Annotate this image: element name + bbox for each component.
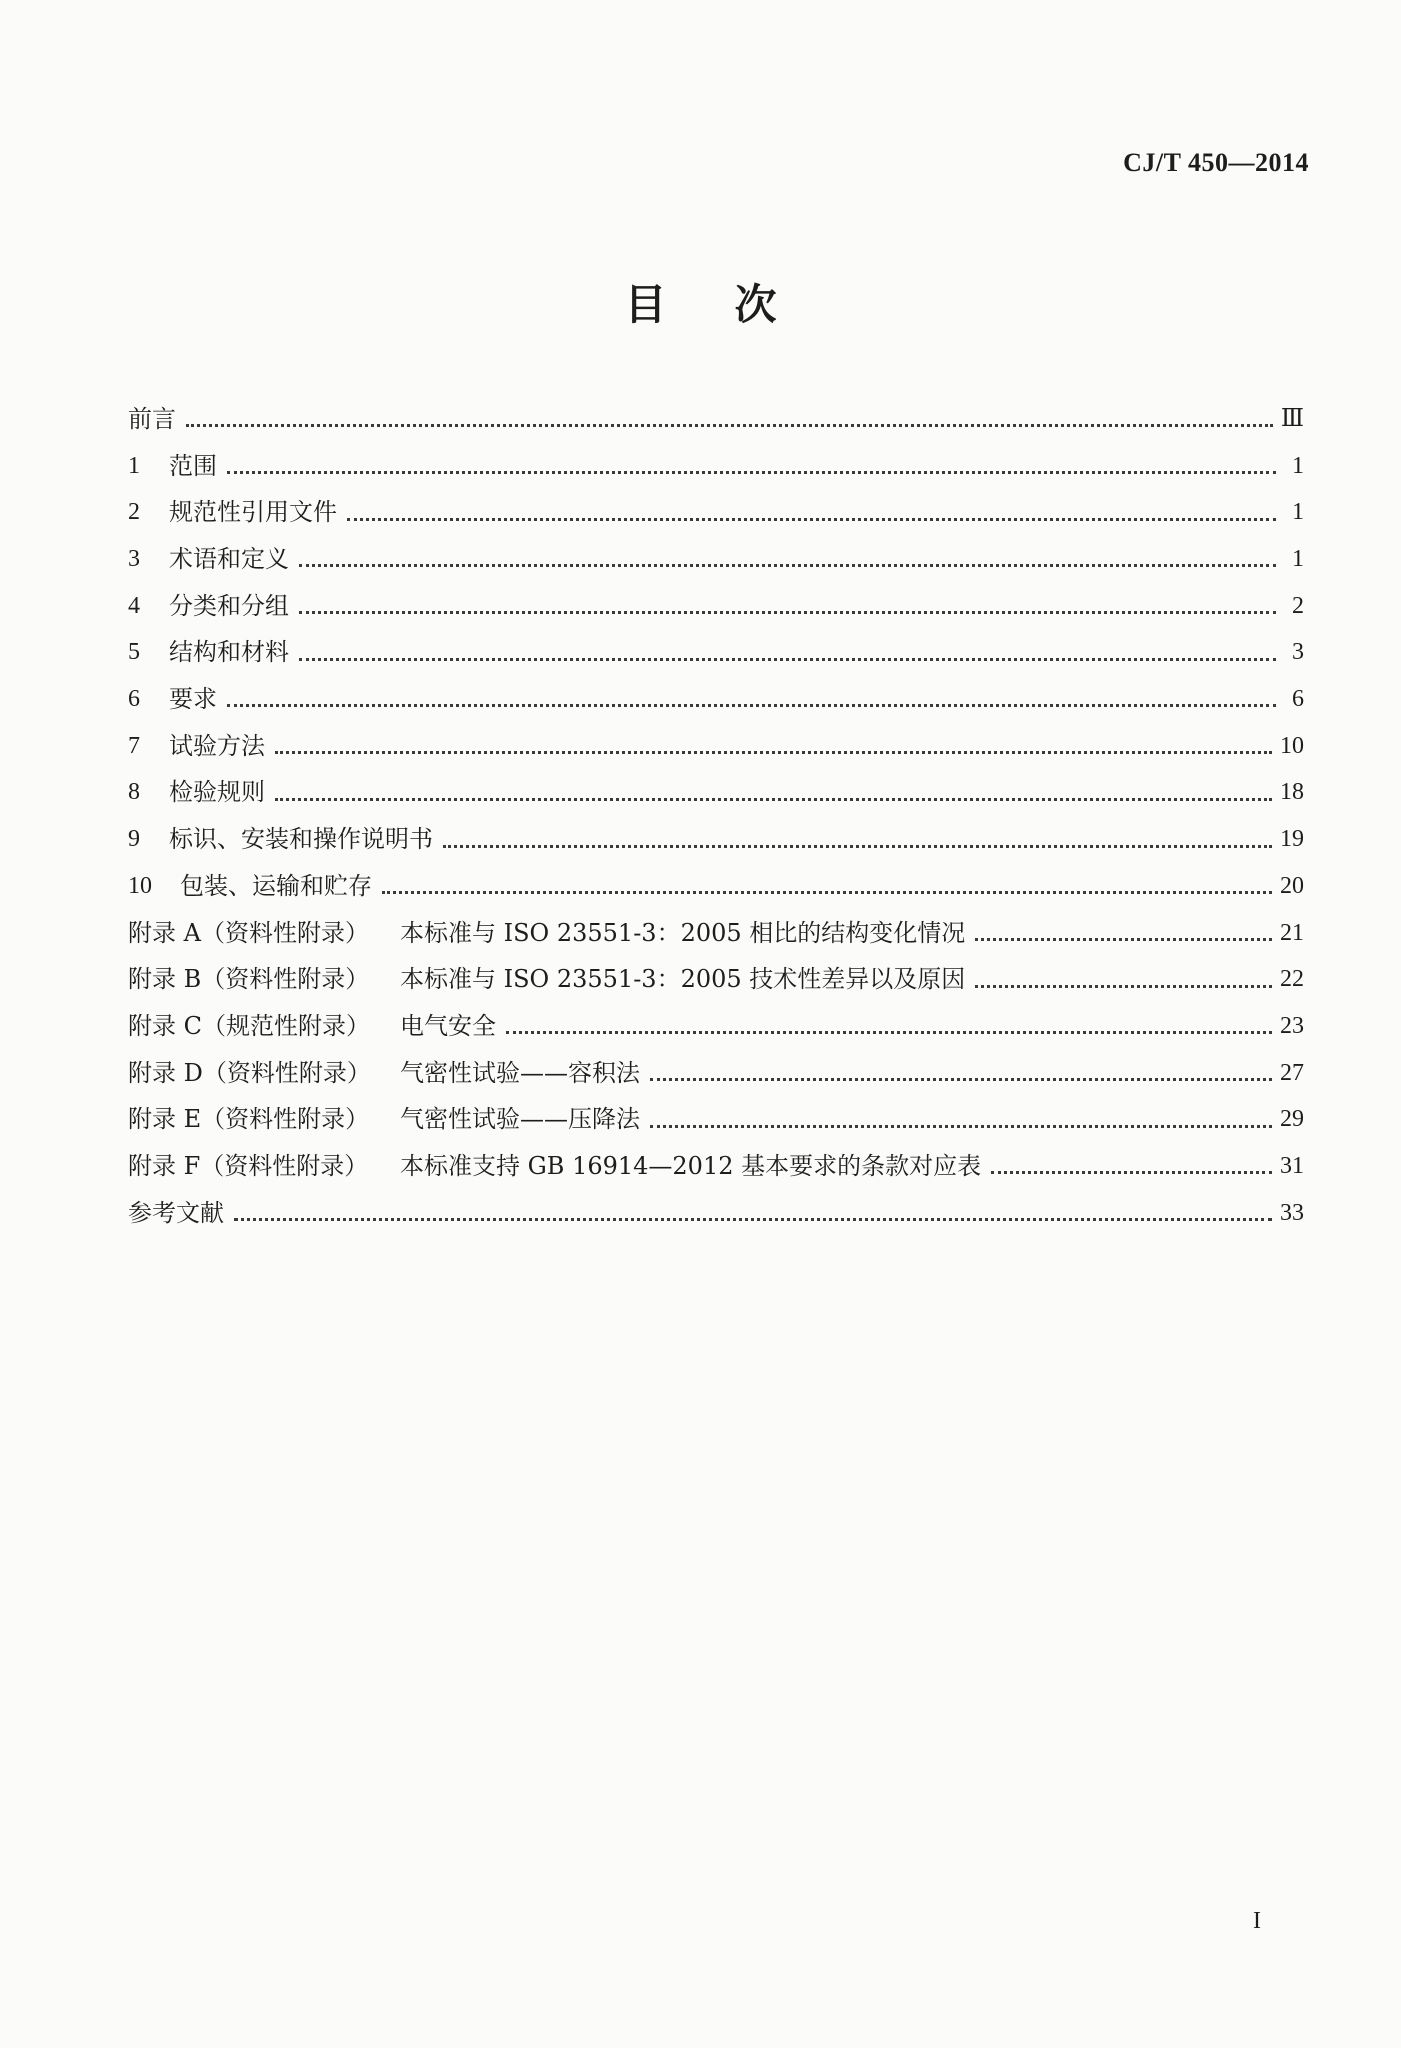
toc-entry-label: 包装、运输和贮存 bbox=[180, 871, 372, 900]
dot-leader bbox=[299, 610, 1276, 614]
toc-entry-appendix-d[interactable] bbox=[128, 1050, 1304, 1097]
toc-entry-label: 本标准支持 GB 16914—2012 基本要求的条款对应表 bbox=[400, 1151, 982, 1180]
toc-entry-page: 10 bbox=[1280, 732, 1304, 759]
toc-entry-7[interactable] bbox=[128, 723, 1304, 770]
toc-entry-label: 试验方法 bbox=[169, 731, 265, 760]
toc-entry-number: 8 bbox=[128, 779, 140, 806]
dot-leader bbox=[186, 423, 1273, 427]
toc-entry-label: 气密性试验——容积法 bbox=[400, 1058, 640, 1087]
toc-entry-page: 2 bbox=[1292, 592, 1304, 619]
toc-entry-appendix-f[interactable] bbox=[128, 1143, 1304, 1190]
toc-entry-number: 6 bbox=[128, 686, 140, 713]
toc-entry-number: 1 bbox=[128, 452, 140, 479]
toc-entry-label: 标识、安装和操作说明书 bbox=[169, 825, 433, 854]
table-of-contents bbox=[128, 396, 1304, 1236]
standard-code: CJ/T 450—2014 bbox=[1123, 148, 1309, 177]
toc-entry-label: 本标准与 ISO 23551-3：2005 技术性差异以及原因 bbox=[400, 965, 966, 994]
toc-entry-2[interactable] bbox=[128, 489, 1304, 536]
dot-leader bbox=[650, 1077, 1272, 1081]
toc-entry-8[interactable] bbox=[128, 770, 1304, 817]
toc-entry-references[interactable] bbox=[128, 1190, 1304, 1237]
toc-entry-number: 5 bbox=[128, 639, 140, 666]
toc-entry-page: 1 bbox=[1292, 499, 1304, 526]
toc-entry-9[interactable] bbox=[128, 816, 1304, 863]
toc-entry-label: 分类和分组 bbox=[169, 591, 289, 620]
dot-leader bbox=[650, 1124, 1272, 1128]
page-number: I bbox=[1253, 1908, 1261, 1934]
toc-entry-10[interactable] bbox=[128, 863, 1304, 910]
toc-entry-page: 6 bbox=[1292, 686, 1304, 713]
toc-entry-4[interactable] bbox=[128, 583, 1304, 630]
dot-leader bbox=[234, 1217, 1272, 1221]
dot-leader bbox=[975, 937, 1272, 941]
toc-entry-page: 31 bbox=[1280, 1152, 1304, 1179]
dot-leader bbox=[975, 984, 1272, 988]
toc-entry-label: 前言 bbox=[128, 404, 176, 433]
toc-entry-page: 3 bbox=[1292, 639, 1304, 666]
dot-leader bbox=[275, 797, 1272, 801]
page-title-char-2: 次 bbox=[734, 280, 777, 329]
toc-entry-page: 19 bbox=[1280, 826, 1304, 853]
toc-entry-5[interactable] bbox=[128, 629, 1304, 676]
dot-leader bbox=[299, 563, 1276, 567]
toc-entry-label: 气密性试验——压降法 bbox=[400, 1105, 640, 1134]
toc-entry-page: 1 bbox=[1292, 546, 1304, 573]
toc-entry-page: 1 bbox=[1292, 452, 1304, 479]
dot-leader bbox=[299, 657, 1276, 661]
toc-entry-label: 本标准与 ISO 23551-3：2005 相比的结构变化情况 bbox=[400, 918, 966, 947]
toc-entry-1[interactable] bbox=[128, 443, 1304, 490]
toc-entry-number: 2 bbox=[128, 499, 140, 526]
toc-appendix-prefix: 附录 A（资料性附录） bbox=[128, 918, 369, 947]
toc-entry-label: 范围 bbox=[169, 451, 217, 480]
toc-entry-number: 4 bbox=[128, 592, 140, 619]
toc-entry-label: 电气安全 bbox=[400, 1011, 496, 1040]
dot-leader bbox=[991, 1170, 1272, 1174]
dot-leader bbox=[275, 750, 1272, 754]
toc-entry-label: 规范性引用文件 bbox=[169, 498, 337, 527]
toc-entry-appendix-c[interactable] bbox=[128, 1003, 1304, 1050]
toc-entry-appendix-e[interactable] bbox=[128, 1096, 1304, 1143]
dot-leader bbox=[227, 470, 1276, 474]
toc-entry-page: 22 bbox=[1280, 966, 1304, 993]
toc-entry-3[interactable] bbox=[128, 536, 1304, 583]
toc-entry-label: 结构和材料 bbox=[169, 638, 289, 667]
toc-appendix-prefix: 附录 D（资料性附录） bbox=[128, 1058, 371, 1087]
toc-entry-page: 27 bbox=[1280, 1059, 1304, 1086]
toc-appendix-prefix: 附录 F（资料性附录） bbox=[128, 1151, 369, 1180]
dot-leader bbox=[382, 890, 1272, 894]
toc-entry-number: 10 bbox=[128, 872, 152, 899]
toc-entry-label: 参考文献 bbox=[128, 1198, 224, 1227]
toc-entry-appendix-a[interactable] bbox=[128, 910, 1304, 957]
toc-entry-appendix-b[interactable] bbox=[128, 956, 1304, 1003]
toc-entry-number: 7 bbox=[128, 732, 140, 759]
toc-entry-number: 9 bbox=[128, 826, 140, 853]
page-title-char-1: 目 bbox=[624, 280, 667, 329]
toc-entry-page: 29 bbox=[1280, 1106, 1304, 1133]
toc-entry-page: 23 bbox=[1280, 1012, 1304, 1039]
toc-entry-page: Ⅲ bbox=[1280, 405, 1304, 432]
toc-entry-6[interactable] bbox=[128, 676, 1304, 723]
toc-appendix-prefix: 附录 E（资料性附录） bbox=[128, 1105, 370, 1134]
dot-leader bbox=[506, 1030, 1272, 1034]
dot-leader bbox=[227, 703, 1276, 707]
dot-leader bbox=[443, 844, 1272, 848]
toc-entry-page: 18 bbox=[1280, 779, 1304, 806]
toc-entry-number: 3 bbox=[128, 546, 140, 573]
toc-entry-page: 21 bbox=[1280, 919, 1304, 946]
dot-leader bbox=[347, 517, 1276, 521]
toc-entry-foreword[interactable] bbox=[128, 396, 1304, 443]
toc-entry-label: 要求 bbox=[169, 685, 217, 714]
toc-appendix-prefix: 附录 C（规范性附录） bbox=[128, 1011, 370, 1040]
toc-appendix-prefix: 附录 B（资料性附录） bbox=[128, 965, 370, 994]
toc-entry-page: 33 bbox=[1280, 1199, 1304, 1226]
toc-entry-label: 检验规则 bbox=[169, 778, 265, 807]
toc-entry-page: 20 bbox=[1280, 872, 1304, 899]
toc-entry-label: 术语和定义 bbox=[169, 545, 289, 574]
page-title bbox=[0, 272, 1401, 332]
